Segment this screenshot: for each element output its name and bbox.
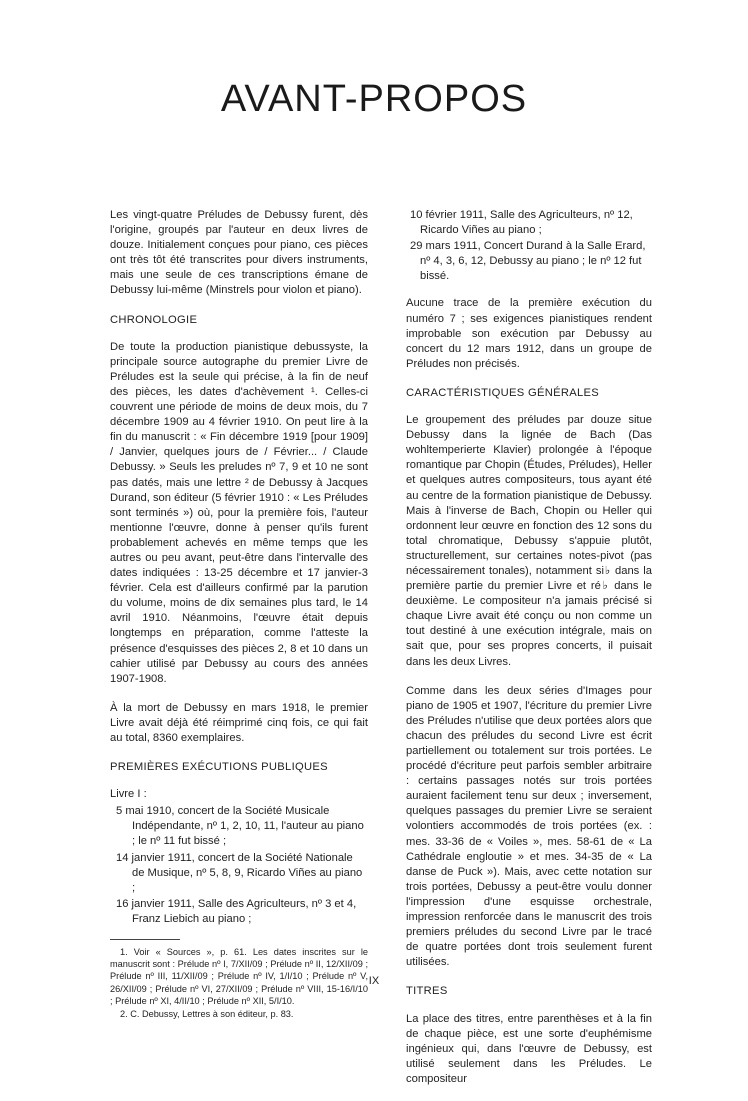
intro-paragraph: Les vingt-quatre Préludes de Debussy furent, dès l'origine, groupés par l'auteur en deux livres de douze. Initialement conçues pour piano, ces pièces ont très tôt été transcrites pour divers instruments, mais une seule de ces transcriptions émane de Debussy lui-même (Minstrels pour violon et piano).: [110, 209, 368, 297]
images-paragraph: Comme dans les deux séries d'Images pour piano de 1905 et 1907, l'écriture du premier Livre des Préludes n'utilise que deux portées alors que chacun des préludes du second Livre est écrit partiellement ou totalement sur trois portées. Le procédé d'écriture peut parfois sembler arbitraire : certains passages notés sur trois portées auraient facilement tenu sur deux ; inversement, quelques passages du premier Livre se seraient volontiers accommodés de trois portées (ex. : mes. 33-36 de « Voiles », mes. 58-61 de « La Cathédrale engloutie » et mes. 34-35 de « La danse de Puck »). Mais, avec cette notation sur trois portées, Debussy a peut-être voulu donner l'impression d'une esquisse orchestrale, impression renforcée dans le manuscrit des trois premiers préludes du second Livre par le tracé de quatre portées dont trois seulement furent utilisées.: [406, 684, 652, 969]
livre-label: Livre I :: [110, 788, 147, 801]
footnote-2: 2. C. Debussy, Lettres à son éditeur, p. 83.: [120, 1009, 294, 1020]
list-item: 16 janvier 1911, Salle des Agriculteurs, nº 3 et 4, Franz Liebich au piano ;: [116, 897, 357, 925]
left-column: [110, 208, 368, 1021]
executions-list: [110, 804, 368, 927]
right-column: [406, 208, 652, 1101]
executions-list-continued: [406, 208, 652, 284]
aucune-paragraph: Aucune trace de la première exécution du numéro 7 ; ses exigences pianistiques rendent improbable son exécution par Debussy au concert du 12 mars 1912, dans un groupe de Préludes non précisés.: [406, 297, 652, 370]
list-item: 29 mars 1911, Concert Durand à la Salle Erard, nº 4, 3, 6, 12, Debussy au piano ; le nº 12 fut bissé.: [410, 240, 646, 283]
footnote-rule: [110, 939, 180, 940]
heading-premieres-executions: PREMIÈRES EXÉCUTIONS PUBLIQUES: [110, 761, 328, 774]
mort-paragraph: À la mort de Debussy en mars 1918, le premier Livre avait déjà été réimprimé cinq fois, ce qui fait au total, 8360 exemplaires.: [110, 701, 368, 744]
list-item: 14 janvier 1911, concert de la Société Nationale de Musique, nº 5, 8, 9, Ricardo Viñes au piano ;: [116, 851, 363, 894]
page-number: IX: [368, 975, 380, 987]
chronologie-paragraph: De toute la production pianistique debussyste, la principale source autographe du premier Livre de Préludes est la seule qui précise, à la fin de neuf des pièces, les dates d'achèvement ¹. Celles-ci couvrent une période de moins de deux mois, du 7 décembre 1909 au 4 février 1910. On peut lire à la fin du manuscrit : « Fin décembre 1919 [pour 1909] / Janvier, quelques jours de / Février... / Claude Debussy. » Seuls les preludes nº 7, 9 et 10 ne sont pas datés, mais une lettre ² de Debussy à Jacques Durand, son éditeur (5 février 1910 : « Les Préludes sont terminés ») où, pour la première fois, l'auteur mentionne l'œuvre, donne à penser qu'ils furent probablement achevés en même temps que les autres ou peu avant, peut-être dans l'intervalle des dates indiquées : 13-25 décembre et 17 janvier-3 février. Cela est d'ailleurs confirmé par la parution du volume, moins de dix semaines plus tard, le 14 avril 1910. Néanmoins, l'œuvre était depuis longtemps en préparation, comme l'atteste la présence d'esquisses des pièces 2, 8 et 10 dans un cahier utilisé par Debussy au cours des années 1907-1908.: [110, 340, 368, 685]
list-item: 5 mai 1910, concert de la Société Musicale Indépendante, nº 1, 2, 10, 11, l'auteur au piano ; le nº 11 fut bissé ;: [116, 805, 364, 848]
page-title: AVANT-PROPOS: [220, 78, 528, 120]
groupement-paragraph: Le groupement des préludes par douze situe Debussy dans la lignée de Bach (Das wohltemperierte Klavier) prolongée à l'époque romantique par Chopin (Études, Préludes), Heller et quelques autres compositeurs, tous ayant été au centre de la formation pianistique de Debussy. Mais à l'inverse de Bach, Chopin ou Heller qui ordonnent leur œuvre en fonction des 12 sons du total chromatique, Debussy s'appuie plutôt, structurellement, sur certaines notes-pivot (pas nécessairement tonales), notamment si♭ dans la première partie du premier Livre et ré♭ dans le deuxième. Le compositeur n'a jamais précisé si chaque Livre avait été conçu ou non comme un tout destiné à une exécution intégrale, mais on sait que, pour ses propres concerts, il puisait dans les deux Livres.: [406, 414, 652, 668]
heading-chronologie: CHRONOLOGIE: [110, 313, 198, 326]
heading-titres: TITRES: [406, 985, 448, 998]
list-item: 10 février 1911, Salle des Agriculteurs, nº 12, Ricardo Viñes au piano ;: [410, 209, 633, 237]
footnote-1: 1. Voir « Sources », p. 61. Les dates inscrites sur le manuscrit sont : Prélude nº I, 7/XII/09 ; Prélude nº II, 12/XII/09 ; Prélude nº III, 11/XII/09 ; Prélude nº IV, 1/I/10 ; Prélude nº V, 26/XII/09 ; Prélude nº VI, 27/XII/09 ; Prélude nº VIII, 15-16/I/10 ; Prélude nº XI, 4/II/10 ; Prélude nº XII, 5/I/10.: [110, 947, 368, 1006]
titres-paragraph: La place des titres, entre parenthèses et à la fin de chaque pièce, est une sorte d'euphémisme ingénieux qui, dans l'œuvre de Debussy, est utilisé seulement dans les Préludes. Le compositeur: [406, 1012, 652, 1085]
heading-caracteristiques: CARACTÉRISTIQUES GÉNÉRALES: [406, 386, 600, 399]
